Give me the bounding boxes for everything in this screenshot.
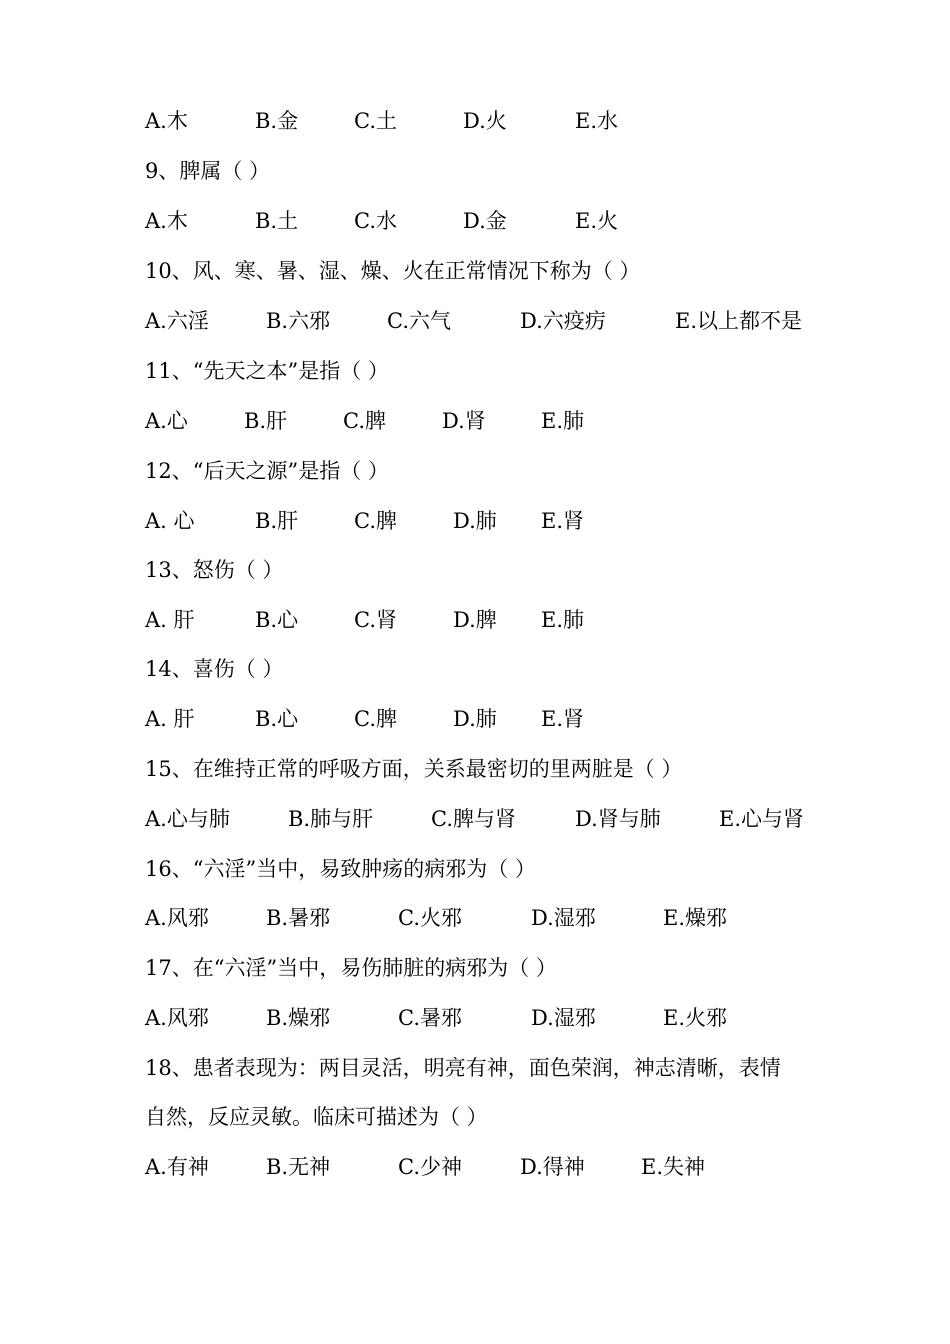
option-a: A.木 [145,109,188,133]
option-c: C.脾与肾 [431,807,516,831]
option-b: B.六邪 [266,309,331,333]
option-d: D.六疫疠 [520,309,606,333]
question-10: 10、风、寒、暑、湿、燥、火在正常情况下称为（ ） [145,259,641,283]
option-e: E.燥邪 [663,906,728,930]
option-e: E.肺 [541,608,585,632]
option-c: C.脾 [354,509,397,533]
question-18-line-1: 18、患者表现为：两目灵活，明亮有神，面色荣润，神志清晰，表情 [145,1056,781,1080]
option-b: B.燥邪 [266,1006,331,1030]
question-16: 16、“六淫”当中，易致肿疡的病邪为（ ） [145,857,536,881]
option-a: A. 心 [145,509,195,533]
option-a: A.心与肺 [145,807,230,831]
option-d: D.脾 [453,608,497,632]
option-c: C.脾 [354,707,397,731]
option-a: A.心 [145,409,188,433]
option-d: D.金 [463,209,507,233]
option-e: E.肺 [541,409,585,433]
question-17: 17、在“六淫”当中，易伤肺脏的病邪为（ ） [145,956,557,980]
option-c: C.暑邪 [398,1006,462,1030]
option-b: B.心 [255,707,299,731]
option-a: A.风邪 [145,906,209,930]
option-e: E.水 [575,109,619,133]
option-a: A.风邪 [145,1006,209,1030]
option-b: B.肝 [255,509,299,533]
option-e: E.肾 [541,509,585,533]
question-18-line-2: 自然，反应灵敏。临床可描述为（ ） [145,1105,488,1129]
option-b: B.心 [255,608,299,632]
question-15: 15、在维持正常的呼吸方面，关系最密切的里两脏是（ ） [145,757,683,781]
option-b: B.土 [255,209,299,233]
option-e: E.失神 [641,1155,706,1179]
option-d: D.火 [463,109,507,133]
option-e: E.肾 [541,707,585,731]
question-12: 12、“后天之源”是指（ ） [145,459,389,483]
option-a: A.木 [145,209,188,233]
question-9: 9、脾属（ ） [145,159,271,183]
option-a: A.有神 [145,1155,209,1179]
option-a: A.六淫 [145,309,209,333]
option-b: B.肺与肝 [288,807,374,831]
option-c: C.六气 [387,309,451,333]
option-c: C.少神 [398,1155,462,1179]
option-b: B.暑邪 [266,906,331,930]
option-d: D.肺 [453,509,497,533]
option-c: C.肾 [354,608,397,632]
option-d: D.湿邪 [531,906,596,930]
option-e: E.火 [575,209,619,233]
option-d: D.肾 [442,409,486,433]
option-e: E.以上都不是 [675,309,803,333]
option-e: E.火邪 [663,1006,728,1030]
question-14: 14、喜伤（ ） [145,657,284,681]
option-a: A. 肝 [145,608,195,632]
option-b: B.金 [255,109,299,133]
option-c: C.土 [354,109,397,133]
option-d: D.肺 [453,707,497,731]
option-c: C.水 [354,209,397,233]
question-11: 11、“先天之本”是指（ ） [145,359,389,383]
option-d: D.湿邪 [531,1006,596,1030]
option-e: E.心与肾 [719,807,805,831]
option-a: A. 肝 [145,707,195,731]
option-c: C.火邪 [398,906,462,930]
option-d: D.得神 [520,1155,585,1179]
option-d: D.肾与肺 [575,807,661,831]
option-c: C.脾 [343,409,386,433]
question-13: 13、怒伤（ ） [145,558,284,582]
option-b: B.肝 [244,409,288,433]
option-b: B.无神 [266,1155,331,1179]
